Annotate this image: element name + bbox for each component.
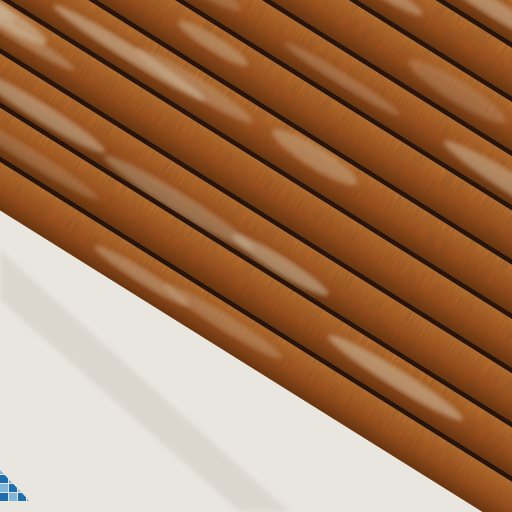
pool-tile bbox=[0, 493, 8, 501]
pool-tile bbox=[0, 484, 8, 492]
pool-tile bbox=[9, 493, 17, 501]
